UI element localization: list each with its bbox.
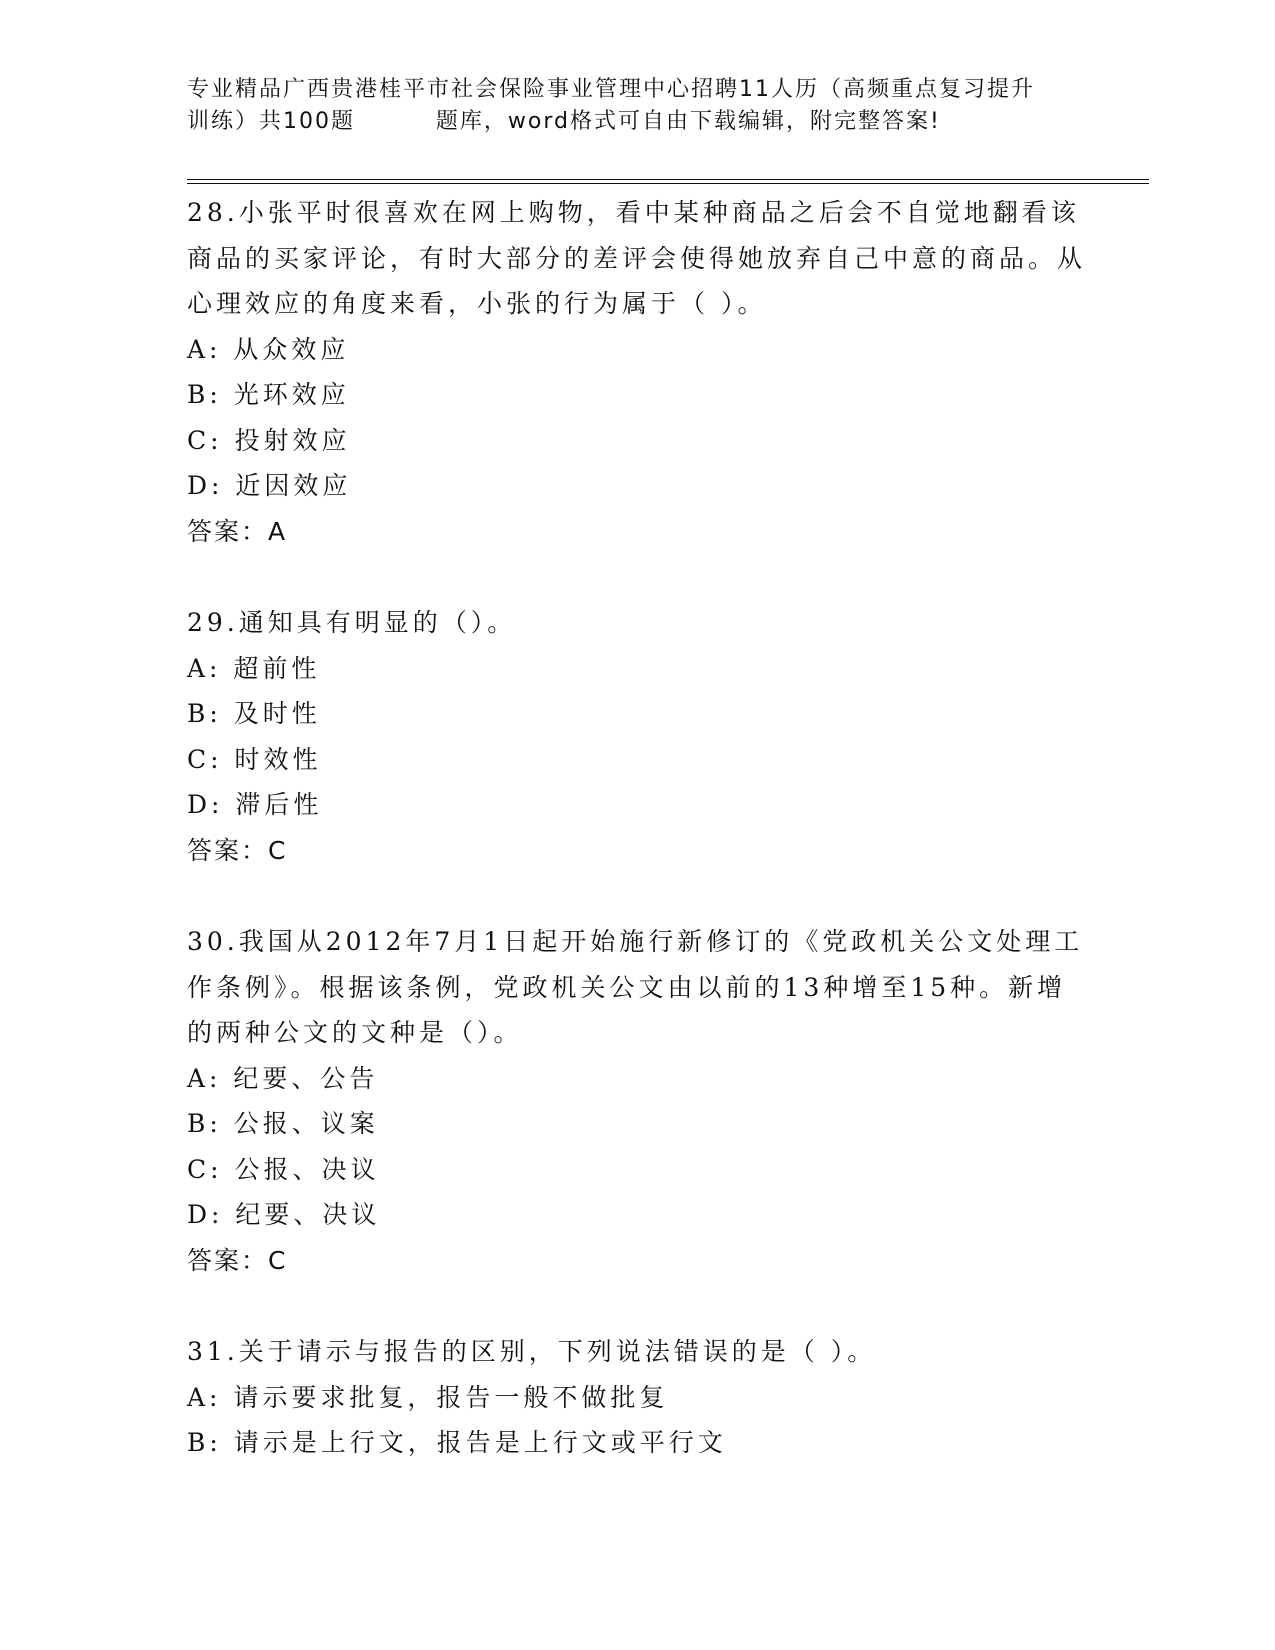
- answer-label: 答案：A: [187, 516, 288, 546]
- option-b: B: 光环效应: [187, 380, 350, 409]
- header-line-2: 训练）共100题 题库，word格式可自由下载编辑，附完整答案!: [187, 109, 941, 134]
- option-a: A: 纪要、公告: [187, 1063, 379, 1093]
- question-list: [187, 190, 1087, 1512]
- question-30: [187, 919, 1087, 1283]
- header-rule-top: [187, 179, 1149, 180]
- option-a: A: 请示要求批复，报告一般不做批复: [187, 1382, 669, 1412]
- option-a: A: 超前性: [187, 653, 321, 683]
- answer-label: 答案：C: [187, 1245, 288, 1275]
- option-b: B: 公报、议案: [187, 1109, 379, 1138]
- header-line-1: 专业精品广西贵港桂平市社会保险事业管理中心招聘11人历（高频重点复习提升: [187, 77, 1035, 102]
- question-29: [187, 600, 1087, 873]
- option-c: C: 投射效应: [187, 425, 351, 455]
- option-b: B: 请示是上行文，报告是上行文或平行文: [187, 1428, 727, 1457]
- question-text: 31.关于请示与报告的区别，下列说法错误的是（ ）。: [187, 1337, 877, 1366]
- header-rule-bottom: [187, 183, 1149, 184]
- option-a: A: 从众效应: [187, 334, 350, 364]
- question-text: 30.我国从2012年7月1日起开始施行新修订的《党政机关公文处理工作条例》。根据该条例，党政机关公文由以前的13种增至15种。新增的两种公文的文种是（）。: [187, 927, 1084, 1047]
- option-b: B: 及时性: [187, 699, 321, 728]
- option-d: D: 纪要、决议: [187, 1200, 381, 1229]
- question-text: 28.小张平时很喜欢在网上购物，看中某种商品之后会不自觉地翻看该商品的买家评论，有时大部分的差评会使得她放弃自己中意的商品。从心理效应的角度来看，小张的行为属于（ ）。: [187, 198, 1087, 318]
- question-31: [187, 1329, 1087, 1466]
- option-c: C: 时效性: [187, 744, 322, 774]
- option-d: D: 近因效应: [187, 471, 352, 500]
- option-c: C: 公报、决议: [187, 1154, 380, 1184]
- question-text: 29.通知具有明显的（）。: [187, 608, 517, 637]
- document-header: [187, 74, 1077, 138]
- answer-label: 答案：C: [187, 835, 288, 865]
- option-d: D: 滞后性: [187, 790, 323, 819]
- question-28: [187, 190, 1087, 554]
